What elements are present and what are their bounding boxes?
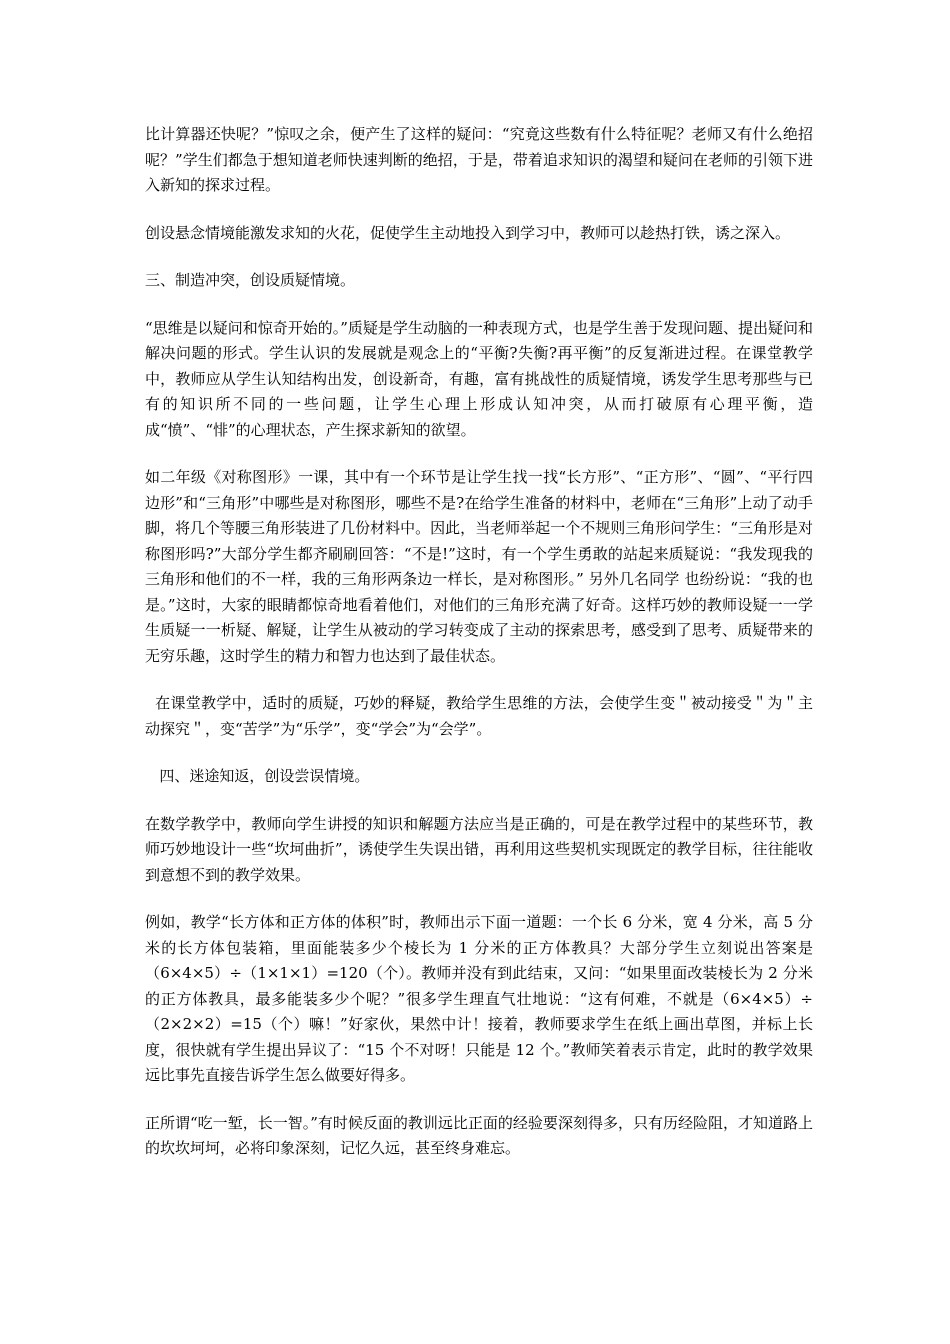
- paragraph-questioning-theory: “思维是以疑问和惊奇开始的。”质疑是学生动脑的一种表现方式，也是学生善于发现问题、提出疑问和解决问题的形式。学生认识的发展就是观念上的“平衡?失衡?再平衡”的反复渐进过程。在课堂教学中，教师应从学生认知结构出发，创设新奇，有趣，富有挑战性的质疑情境，诱发学生思考那些与已有的知识所不同的一些问题，让学生心理上形成认知冲突，从而打破原有心理平衡，造成“愤”、“悱”的心理状态，产生探求新知的欲望。: [145, 318, 813, 439]
- paragraph-symmetry-example: 如二年级《对称图形》一课，其中有一个环节是让学生找一找“长方形”、“正方形”、“圆”、“平行四边形”和“三角形”中哪些是对称图形，哪些不是?在给学生准备的材料中，老师在“三角形”上动了动手脚，将几个等腰三角形装进了几份材料中。因此，当老师举起一个不规则三角形问学生：“三角形是对称图形吗?”大部分学生都齐刷刷回答：“不是!”这时，有一个学生勇敢的站起来质疑说：“我发现我的三角形和他们的不一样，我的三角形两条边一样长，是对称图形。” 另外几名同学 也纷纷说：“我的也是。”这时，大家的眼睛都惊奇地看着他们，对他们的三角形充满了好奇。这样巧妙的教师设疑一一学生质疑一一析疑、解疑，让学生从被动的学习转变成了主动的探索思考，感受到了思考、质疑带来的无穷乐趣，这时学生的精力和智力也达到了最佳状态。: [145, 468, 813, 665]
- document-body: [145, 122, 813, 1184]
- section-heading-4: 四、迷途知返，创设尝误情境。: [145, 767, 370, 785]
- paragraph-questioning-summary: 在课堂教学中，适时的质疑，巧妙的释疑，教给学生思维的方法，会使学生变＂被动接受＂为＂主动探究＂，变“苦学”为“乐学”，变“学会”为“会学”。: [145, 694, 813, 738]
- paragraph-error-theory: 在数学教学中，教师向学生讲授的知识和解题方法应当是正确的，可是在教学过程中的某些环节，教师巧妙地设计一些“坎坷曲折”，诱使学生失误出错，再利用这些契机实现既定的教学目标，往往能收到意想不到的教学效果。: [145, 814, 813, 884]
- paragraph-closing: 正所谓“吃一堑，长一智。”有时候反面的教训远比正面的经验要深刻得多，只有历经险阻，才知道路上的坎坎坷坷，必将印象深刻，记忆久远，甚至终身难忘。: [145, 1113, 813, 1157]
- paragraph-volume-example: 例如，教学“长方体和正方体的体积”时，教师出示下面一道题：一个长 6 分米，宽 4 分米，高 5 分米的长方体包装箱，里面能装多少个棱长为 1 分米的正方体教具？大部分学生立刻说出答案是（6×4×5）÷（1×1×1）=120（个）。教师并没有到此结束，又问：“如果里面改装棱长为 2 分米的正方体教具，最多能装多少个呢？”很多学生理直气壮地说：“这有何难，不就是（6×4×5）÷（2×2×2）=15（个）嘛！”好家伙，果然中计！接着，教师要求学生在纸上画出草图，并标上长度，很快就有学生提出异议了：“15 个不对呀！只能是 12 个。”教师笑着表示肯定，此时的教学效果远比事先直接告诉学生怎么做要好得多。: [145, 913, 813, 1084]
- paragraph-suspense-summary: 创设悬念情境能激发求知的火花，促使学生主动地投入到学习中，教师可以趁热打铁，诱之深入。: [145, 223, 791, 242]
- paragraph-intro-continuation: 比计算器还快呢？”惊叹之余，便产生了这样的疑问：“究竟这些数有什么特征呢？老师又有什么绝招呢？”学生们都急于想知道老师快速判断的绝招，于是，带着追求知识的渴望和疑问在老师的引领下进入新知的探求过程。: [145, 125, 813, 194]
- section-heading-3: 三、制造冲突，创设质疑情境。: [145, 271, 356, 289]
